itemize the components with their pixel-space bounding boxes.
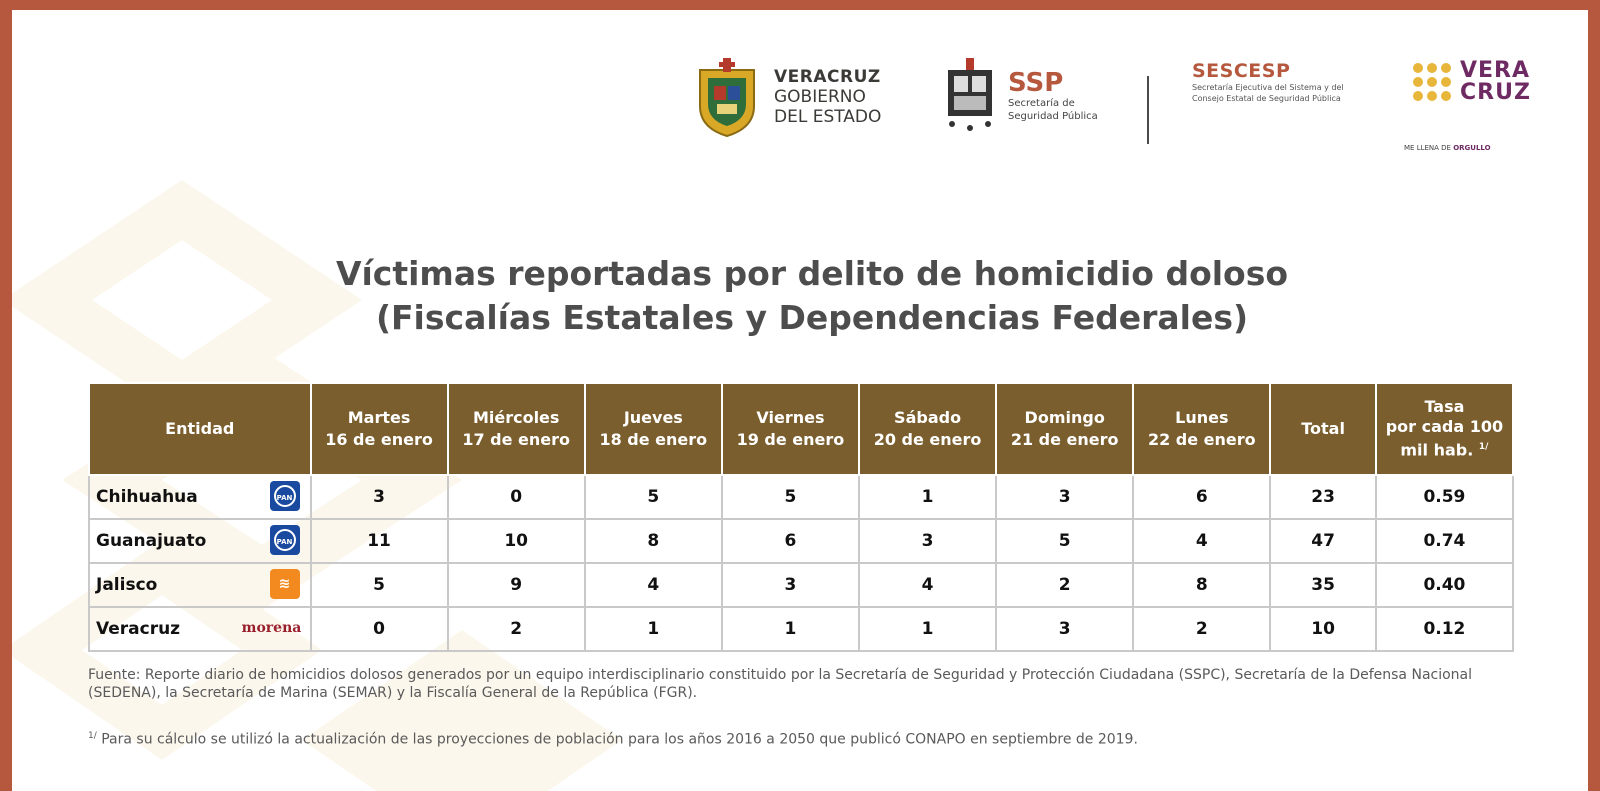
morena-party-icon: morena — [241, 620, 302, 636]
total-cell: 10 — [1270, 607, 1375, 651]
gobierno-veracruz-logo — [692, 56, 881, 138]
calculation-footnote: $^{1/}$ Para su cálculo se utilizó la actualización de las proyecciones de población para los años 2016 a 2050 que publicó CONAPO en septiembre de 2019. — [88, 731, 1138, 748]
entidad-cell: Veracruz morena — [89, 607, 311, 651]
source-footnote: Fuente: Reporte diario de homicidios dolosos generados por un equipo interdisciplinario constituido por la Secretaría de Seguridad y Protección Ciudadana (SSPC), Secretaría de la Defensa Nacional (SEDENA), la Secretaría de Marina (SEMAR) y la Fiscalía General de la República (FGR). — [88, 667, 1473, 701]
value-cell: 1 — [859, 607, 996, 651]
tasa-cell: 0.74 — [1376, 519, 1513, 563]
header-day: Jueves 18 de enero — [585, 383, 722, 475]
gobierno-line3: DEL ESTADO — [774, 107, 882, 127]
sescesp-sub2: Consejo Estatal de Seguridad Pública — [1192, 94, 1341, 103]
header-day: Sábado 20 de enero — [859, 383, 996, 475]
total-cell: 23 — [1270, 475, 1375, 519]
title-line2: (Fiscalías Estatales y Dependencias Federales) — [375, 298, 1249, 337]
page-title — [12, 252, 1600, 340]
table-header-row — [89, 383, 1513, 475]
value-cell: 2 — [448, 607, 585, 651]
header-day: Domingo 21 de enero — [996, 383, 1133, 475]
pan-party-icon: PAN — [270, 525, 300, 555]
tasa-cell: 0.12 — [1376, 607, 1513, 651]
gobierno-line1: VERACRUZ — [774, 67, 881, 87]
total-cell: 35 — [1270, 563, 1375, 607]
header-day: Martes 16 de enero — [311, 383, 448, 475]
value-cell: 8 — [1133, 563, 1270, 607]
veracruz-brand-logo — [1410, 60, 1531, 104]
brand-line2: CRUZ — [1460, 80, 1531, 105]
value-cell: 8 — [585, 519, 722, 563]
header-day: Viernes 19 de enero — [722, 383, 859, 475]
header-total: Total — [1270, 383, 1375, 475]
tasa-cell: 0.59 — [1376, 475, 1513, 519]
value-cell: 2 — [1133, 607, 1270, 651]
value-cell: 4 — [859, 563, 996, 607]
sescesp-name: SESCESP — [1192, 60, 1291, 82]
value-cell: 3 — [311, 475, 448, 519]
sescesp-sub1: Secretaría Ejecutiva del Sistema y del — [1192, 83, 1344, 92]
value-cell: 3 — [722, 563, 859, 607]
pan-party-icon: PAN — [270, 481, 300, 511]
value-cell: 6 — [1133, 475, 1270, 519]
value-cell: 5 — [585, 475, 722, 519]
ssp-name: SSP — [1008, 68, 1064, 98]
header-tasa: Tasa por cada 100 mil hab. $^{1/}$ — [1376, 383, 1513, 475]
value-cell: 3 — [859, 519, 996, 563]
value-cell: 3 — [996, 607, 1133, 651]
value-cell: 0 — [311, 607, 448, 651]
table-row — [89, 475, 1513, 519]
value-cell: 1 — [722, 607, 859, 651]
total-cell: 47 — [1270, 519, 1375, 563]
value-cell: 9 — [448, 563, 585, 607]
tasa-cell: 0.40 — [1376, 563, 1513, 607]
ssp-sub1: Secretaría de — [1008, 98, 1075, 109]
brand-line1: VERA — [1460, 58, 1531, 83]
header-day: Lunes 22 de enero — [1133, 383, 1270, 475]
header-day: Miércoles 17 de enero — [448, 383, 585, 475]
value-cell: 4 — [585, 563, 722, 607]
entidad-cell: Jalisco ≋ — [89, 563, 311, 607]
coat-of-arms-icon — [692, 56, 762, 138]
ssp-sub2: Seguridad Pública — [1008, 111, 1098, 122]
header-entidad: Entidad — [89, 383, 311, 475]
table-row — [89, 519, 1513, 563]
entidad-cell: Guanajuato PAN — [89, 519, 311, 563]
entidad-cell: Chihuahua PAN — [89, 475, 311, 519]
ssp-logo — [942, 58, 1098, 134]
title-line1: Víctimas reportadas por delito de homicidio doloso — [335, 254, 1289, 293]
value-cell: 10 — [448, 519, 585, 563]
value-cell: 6 — [722, 519, 859, 563]
brand-tagline: ME LLENA DE ORGULLO — [1404, 144, 1491, 152]
table-row — [89, 607, 1513, 651]
value-cell: 4 — [1133, 519, 1270, 563]
mc-party-icon: ≋ — [270, 569, 300, 599]
homicide-table — [88, 382, 1514, 652]
ssp-emblem-icon — [942, 58, 998, 134]
value-cell: 3 — [996, 475, 1133, 519]
brand-flower-icon — [1410, 60, 1454, 104]
value-cell: 2 — [996, 563, 1133, 607]
value-cell: 11 — [311, 519, 448, 563]
value-cell: 5 — [311, 563, 448, 607]
value-cell: 1 — [585, 607, 722, 651]
value-cell: 1 — [859, 475, 996, 519]
logo-divider — [1147, 76, 1149, 144]
value-cell: 0 — [448, 475, 585, 519]
gobierno-line2: GOBIERNO — [774, 87, 866, 107]
table-row — [89, 563, 1513, 607]
value-cell: 5 — [722, 475, 859, 519]
header-logos — [692, 48, 1552, 158]
sescesp-logo — [1192, 60, 1344, 104]
value-cell: 5 — [996, 519, 1133, 563]
